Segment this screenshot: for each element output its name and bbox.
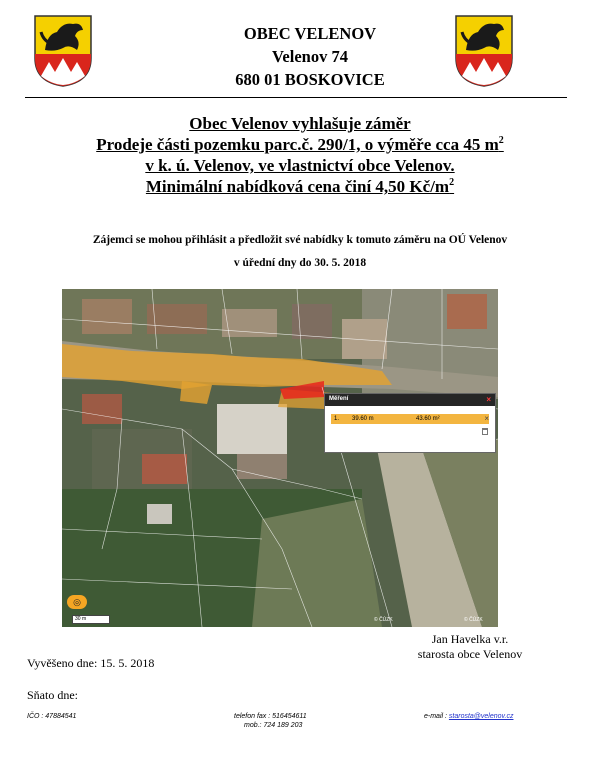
announcement-heading bbox=[30, 113, 570, 197]
notice-line-1: Zájemci se mohou přihlásit a předložit své nabídky k tomuto záměru na OÚ Velenov bbox=[92, 234, 508, 246]
map-zoom-icon[interactable]: ◎ bbox=[67, 595, 87, 609]
measurement-length: 39.60 m bbox=[352, 416, 374, 422]
measurement-panel-title: Měření bbox=[329, 396, 349, 402]
close-icon[interactable]: × bbox=[486, 395, 491, 404]
posted-date: Vyvěšeno dne: 15. 5. 2018 bbox=[27, 656, 155, 670]
footer-phone-fax: telefon fax : 516454611 bbox=[234, 713, 307, 720]
announcement-line-2: Prodeje části pozemku parc.č. 290/1, o výměře cca 45 $m^2$ bbox=[96, 135, 504, 154]
municipality-postcode: 680 01 BOSKOVICE bbox=[235, 70, 385, 89]
map-attribution-right: © ČÚZK bbox=[464, 617, 483, 623]
aerial-photo bbox=[62, 289, 498, 627]
map-scale-bar: 30 m bbox=[72, 615, 110, 624]
notice-line-2: v úřední dny do 30. 5. 2018 bbox=[233, 257, 367, 269]
footer-ico: IČO : 47884541 bbox=[27, 713, 77, 720]
footer-email bbox=[424, 712, 513, 721]
announcement-line-3: v k. ú. Velenov, ve vlastnictví obce Velenov. bbox=[145, 156, 455, 175]
measurement-panel bbox=[324, 393, 496, 453]
signer-title: starosta obce Velenov bbox=[417, 647, 523, 661]
footer-phone bbox=[234, 712, 307, 730]
velenov-coat-of-arms-left bbox=[33, 14, 93, 88]
municipality-address: Velenov 74 bbox=[272, 47, 348, 66]
cadastral-map bbox=[62, 289, 498, 627]
announcement-line-1: Obec Velenov vyhlašuje záměr bbox=[189, 114, 411, 133]
measurement-index: 1. bbox=[334, 416, 340, 422]
municipality-name: OBEC VELENOV bbox=[243, 24, 377, 43]
measurement-panel-header bbox=[325, 394, 495, 406]
signature-block bbox=[400, 632, 540, 662]
announcement-line-4: Minimální nabídková cena činí 4,50 $Kč/m^2$ bbox=[145, 177, 455, 196]
removed-date: Sňato dne: bbox=[27, 688, 78, 702]
signer-name: Jan Havelka v.r. bbox=[431, 632, 509, 646]
footer-mobile: mob.: 724 189 203 bbox=[244, 722, 303, 729]
footer-email-label: e-mail : bbox=[424, 713, 449, 720]
header-divider bbox=[25, 97, 567, 98]
email-link[interactable]: starosta@velenov.cz bbox=[448, 713, 514, 720]
municipality-header bbox=[150, 22, 470, 91]
measurement-row[interactable] bbox=[331, 414, 489, 424]
trash-icon[interactable] bbox=[482, 428, 488, 435]
remove-measurement-icon[interactable]: × bbox=[484, 414, 489, 423]
measurement-area: 43.60 m² bbox=[416, 416, 440, 422]
notice-text bbox=[30, 229, 570, 275]
map-attribution-left: © ČÚZK bbox=[374, 617, 393, 623]
